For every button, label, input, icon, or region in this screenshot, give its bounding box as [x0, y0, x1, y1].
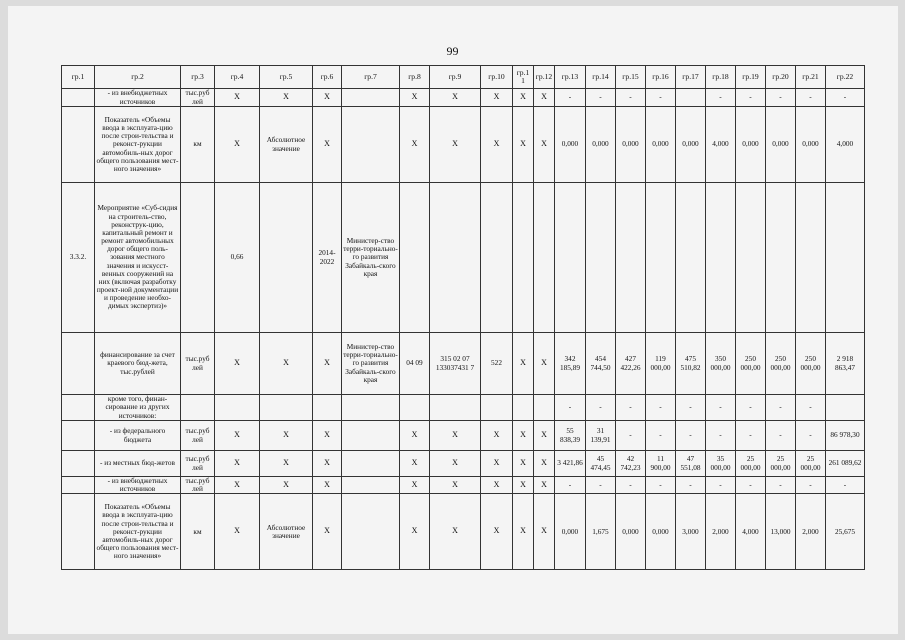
table-cell [62, 395, 95, 421]
table-cell: 47 551,08 [676, 451, 706, 477]
table-cell: X [260, 451, 313, 477]
table-cell: X [513, 451, 534, 477]
column-header: гр.22 [826, 66, 865, 89]
table-cell: X [260, 421, 313, 451]
table-cell [736, 183, 766, 333]
table-cell: - [646, 421, 676, 451]
table-cell: - из местных бюд-жетов [95, 451, 181, 477]
table-cell: X [481, 477, 513, 494]
table-cell: X [215, 477, 260, 494]
table-cell [513, 395, 534, 421]
table-cell: 25 000,00 [736, 451, 766, 477]
table-cell [62, 107, 95, 183]
table-cell: X [260, 333, 313, 395]
column-header: гр.12 [534, 66, 555, 89]
table-cell: X [513, 494, 534, 570]
table-cell: X [513, 421, 534, 451]
table-cell: 0,000 [555, 107, 586, 183]
table-cell [430, 395, 481, 421]
table-cell: X [400, 477, 430, 494]
table-cell: 1,675 [586, 494, 616, 570]
column-header: гр.16 [646, 66, 676, 89]
table-cell [826, 395, 865, 421]
table-cell: X [215, 333, 260, 395]
table-cell: X [430, 89, 481, 107]
table-cell: X [400, 421, 430, 451]
table-cell: X [513, 477, 534, 494]
column-header: гр.3 [181, 66, 215, 89]
table-cell: км [181, 494, 215, 570]
table-cell: 522 [481, 333, 513, 395]
table-cell: X [481, 89, 513, 107]
table-cell: 3.3.2. [62, 183, 95, 333]
table-cell: X [430, 421, 481, 451]
column-header: гр.1 [62, 66, 95, 89]
table-cell: X [534, 89, 555, 107]
table-cell: X [313, 421, 342, 451]
table-cell [826, 183, 865, 333]
table-cell: X [481, 107, 513, 183]
table-cell: 0,000 [766, 107, 796, 183]
table-cell [513, 183, 534, 333]
table-cell: X [260, 477, 313, 494]
table-cell: 454 744,50 [586, 333, 616, 395]
table-cell: тыс.руб лей [181, 421, 215, 451]
table-cell: - [586, 477, 616, 494]
table-cell: X [430, 477, 481, 494]
table-cell [534, 395, 555, 421]
table-cell: X [313, 477, 342, 494]
column-header: гр.5 [260, 66, 313, 89]
table-cell: X [534, 107, 555, 183]
table-cell: 2014-2022 [313, 183, 342, 333]
table-cell: 42 742,23 [616, 451, 646, 477]
table-cell: 119 000,00 [646, 333, 676, 395]
table-cell: 11 900,00 [646, 451, 676, 477]
table-cell: 45 474,45 [586, 451, 616, 477]
column-header: гр.8 [400, 66, 430, 89]
table-cell: X [534, 477, 555, 494]
table-cell [616, 183, 646, 333]
table-cell [62, 477, 95, 494]
table-cell: X [400, 107, 430, 183]
table-cell [62, 494, 95, 570]
table-cell: X [534, 494, 555, 570]
table-cell [215, 395, 260, 421]
column-header: гр.20 [766, 66, 796, 89]
table-cell: 2,000 [796, 494, 826, 570]
table-cell [796, 183, 826, 333]
table-cell: - [736, 477, 766, 494]
table-cell: 4,000 [736, 494, 766, 570]
table-cell: X [313, 107, 342, 183]
table-cell: - [676, 395, 706, 421]
table-cell: тыс.руб лей [181, 333, 215, 395]
table-cell: X [215, 107, 260, 183]
table-cell: 315 02 07 133037431 7 [430, 333, 481, 395]
table-cell: X [400, 451, 430, 477]
table-cell: X [513, 333, 534, 395]
table-cell: км [181, 107, 215, 183]
table-row [62, 477, 865, 494]
column-header: гр.17 [676, 66, 706, 89]
table-cell: X [481, 451, 513, 477]
table-cell: тыс.руб лей [181, 89, 215, 107]
table-cell [481, 395, 513, 421]
table-cell: 55 838,39 [555, 421, 586, 451]
table-cell [342, 477, 400, 494]
table-cell: - [796, 395, 826, 421]
column-header: гр.1 1 [513, 66, 534, 89]
table-cell: X [400, 494, 430, 570]
table-cell: - из внебюджетных источников [95, 477, 181, 494]
table-cell: - [826, 89, 865, 107]
table-cell [586, 183, 616, 333]
table-cell: кроме того, финан-сирование из других источников: [95, 395, 181, 421]
table-cell: - [736, 395, 766, 421]
table-cell: - [586, 89, 616, 107]
table-cell: X [534, 421, 555, 451]
table-cell: 4,000 [706, 107, 736, 183]
table-cell [481, 183, 513, 333]
table-cell [430, 183, 481, 333]
table-cell: - [616, 477, 646, 494]
table-cell: 35 000,00 [706, 451, 736, 477]
table-cell: - [736, 421, 766, 451]
column-header: гр.19 [736, 66, 766, 89]
table-cell: - [616, 421, 646, 451]
table-cell: X [260, 89, 313, 107]
table-cell: Мероприятие «Суб-сидия на строитель-ство, реконструк-цию, капитальный ремонт и ремонт автомобильных дорог общего поль-зования местного значения и искусст-венных сооружений на них (включая разработку проект-ной документации и проведение необхо-димых экспертиз)» [95, 183, 181, 333]
table-cell [62, 89, 95, 107]
table-cell: X [430, 494, 481, 570]
column-header: гр.18 [706, 66, 736, 89]
table-cell: - [706, 477, 736, 494]
table-cell: 250 000,00 [796, 333, 826, 395]
table-cell: 261 089,62 [826, 451, 865, 477]
header-row [62, 66, 865, 89]
table-cell [62, 333, 95, 395]
table-cell: 2,000 [706, 494, 736, 570]
table-cell [62, 421, 95, 451]
table-cell: 0,000 [676, 107, 706, 183]
column-header: гр.10 [481, 66, 513, 89]
table-cell: - [706, 421, 736, 451]
table-cell [676, 89, 706, 107]
table-row [62, 494, 865, 570]
table-cell: - [676, 477, 706, 494]
table-cell: X [215, 89, 260, 107]
table-cell [342, 395, 400, 421]
table-cell: 2 918 863,47 [826, 333, 865, 395]
column-header: гр.6 [313, 66, 342, 89]
table-cell: X [313, 451, 342, 477]
table-cell: - [826, 477, 865, 494]
table-cell [400, 395, 430, 421]
table-cell: 350 000,00 [706, 333, 736, 395]
table-cell: - [616, 89, 646, 107]
table-cell: - [646, 477, 676, 494]
table-cell [62, 451, 95, 477]
table-cell: 25 000,00 [766, 451, 796, 477]
table-cell: - [766, 421, 796, 451]
table-cell: X [513, 107, 534, 183]
table-cell [706, 183, 736, 333]
table-cell: X [430, 107, 481, 183]
table-cell: X [215, 421, 260, 451]
table-cell: 250 000,00 [736, 333, 766, 395]
table-cell [342, 451, 400, 477]
table-cell: - [586, 395, 616, 421]
table-cell: 04 09 [400, 333, 430, 395]
program-table [61, 65, 865, 570]
table-row [62, 89, 865, 107]
table-cell: 86 978,30 [826, 421, 865, 451]
table-cell: 0,000 [646, 494, 676, 570]
table-row [62, 421, 865, 451]
table-cell: X [313, 494, 342, 570]
table-cell: X [313, 333, 342, 395]
table-cell: 0,000 [646, 107, 676, 183]
table-cell [181, 183, 215, 333]
table-cell: 250 000,00 [766, 333, 796, 395]
column-header: гр.2 [95, 66, 181, 89]
table-row [62, 107, 865, 183]
table-cell: - [796, 421, 826, 451]
table-cell: - [555, 477, 586, 494]
table-cell [676, 183, 706, 333]
page-number: 99 [446, 44, 459, 58]
column-header: гр.14 [586, 66, 616, 89]
table-cell: - [676, 421, 706, 451]
column-header: гр.21 [796, 66, 826, 89]
table-cell: - [555, 395, 586, 421]
table-cell: - [736, 89, 766, 107]
table-cell: финансирование за счет краевого бюд-жета, тыс.рублей [95, 333, 181, 395]
table-cell: X [481, 421, 513, 451]
table-cell: - [706, 89, 736, 107]
table-cell: Показатель «Объемы ввода в эксплуата-цию после строи-тельства и реконст-рукции автомобиль-ных дорог общего пользования мест-ного значения» [95, 494, 181, 570]
table-cell: X [215, 451, 260, 477]
column-header: гр.4 [215, 66, 260, 89]
table-cell: 342 185,89 [555, 333, 586, 395]
table-cell: 3 421,86 [555, 451, 586, 477]
table-cell: 0,000 [555, 494, 586, 570]
table-row [62, 333, 865, 395]
column-header: гр.13 [555, 66, 586, 89]
table-cell: Показатель «Объемы ввода в эксплуата-цию после строи-тельства и реконст-рукции автомобиль-ных дорог общего пользования мест-ного значения» [95, 107, 181, 183]
table-cell: 0,000 [616, 494, 646, 570]
table-cell: - [646, 395, 676, 421]
table-cell: 25,675 [826, 494, 865, 570]
table-cell [181, 395, 215, 421]
table-cell [342, 107, 400, 183]
table-cell [534, 183, 555, 333]
table-cell: Абсолютное значение [260, 494, 313, 570]
table-cell: тыс.руб лей [181, 451, 215, 477]
table-cell [766, 183, 796, 333]
table-cell: Министер-ство терри-ториально-го развития Забайкаль-ского края [342, 333, 400, 395]
table-cell: 13,000 [766, 494, 796, 570]
table-cell: - из внебюджетных источников [95, 89, 181, 107]
table-cell [342, 89, 400, 107]
table-cell [555, 183, 586, 333]
table-cell: 3,000 [676, 494, 706, 570]
table-cell: 4,000 [826, 107, 865, 183]
table-cell [313, 395, 342, 421]
table-cell: тыс.руб лей [181, 477, 215, 494]
column-header: гр.7 [342, 66, 400, 89]
table-cell: 427 422,26 [616, 333, 646, 395]
table-cell: - [796, 89, 826, 107]
table-cell: X [481, 494, 513, 570]
table-cell: X [534, 451, 555, 477]
table-cell: X [430, 451, 481, 477]
table-cell: 0,000 [736, 107, 766, 183]
table-cell: 0,66 [215, 183, 260, 333]
table-cell: 0,000 [616, 107, 646, 183]
column-header: гр.9 [430, 66, 481, 89]
table-cell [260, 395, 313, 421]
table-cell: - [646, 89, 676, 107]
table-cell: - [706, 395, 736, 421]
table-cell: X [513, 89, 534, 107]
table-cell: - [796, 477, 826, 494]
table-cell: X [215, 494, 260, 570]
table-row [62, 183, 865, 333]
table-cell [400, 183, 430, 333]
table-cell: X [534, 333, 555, 395]
table-cell: - из федерального бюджета [95, 421, 181, 451]
table-cell: X [313, 89, 342, 107]
table-cell: 0,000 [586, 107, 616, 183]
table-cell: 31 139,91 [586, 421, 616, 451]
table-cell: 0,000 [796, 107, 826, 183]
table-cell [342, 421, 400, 451]
table-cell: - [616, 395, 646, 421]
table-cell: - [766, 477, 796, 494]
table-cell: X [400, 89, 430, 107]
table-row [62, 395, 865, 421]
table-cell: - [766, 395, 796, 421]
table-cell: 25 000,00 [796, 451, 826, 477]
table-cell: - [766, 89, 796, 107]
table-cell: 475 510,82 [676, 333, 706, 395]
table-cell [260, 183, 313, 333]
column-header: гр.15 [616, 66, 646, 89]
table-cell: Министер-ство терри-ториально-го развития Забайкаль-ского края [342, 183, 400, 333]
table-cell [646, 183, 676, 333]
table-cell: - [555, 89, 586, 107]
table-cell [342, 494, 400, 570]
table-cell: Абсолютное значение [260, 107, 313, 183]
table-row [62, 451, 865, 477]
